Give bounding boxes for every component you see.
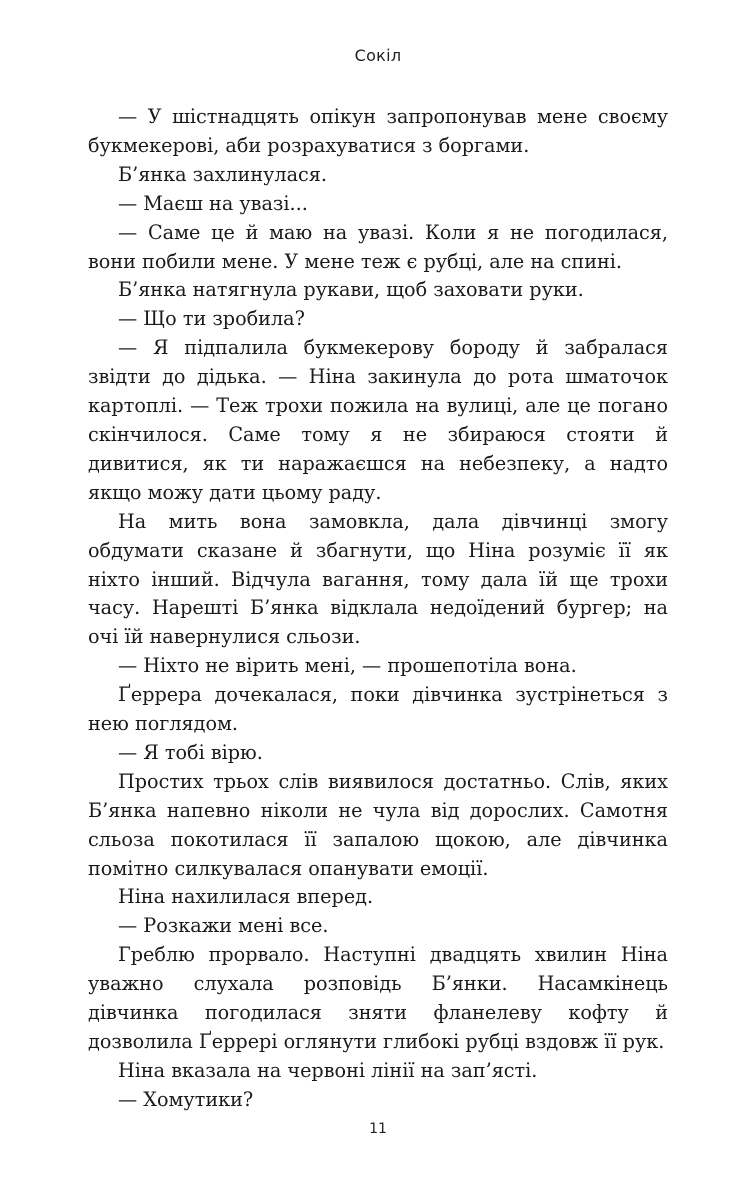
paragraph: Б’янка натягнула рукави, щоб заховати руки.	[118, 278, 584, 302]
paragraph: — Саме це й маю на увазі. Коли я не погодилася, вони побили мене. У мене теж є рубці, але на спині.	[88, 220, 668, 273]
paragraph: Ніна вказала на червоні лінії на зап’ясті.	[118, 1058, 538, 1082]
paragraph: — Хомутики?	[118, 1087, 254, 1111]
paragraph: Б’янка захлинулася.	[118, 162, 327, 186]
paragraph: — Маєш на увазі...	[118, 191, 308, 215]
paragraph: — Розкажи мені все.	[118, 914, 329, 938]
paragraph: Ґеррера дочекалася, поки дівчинка зустрінеться з нею поглядом.	[88, 683, 668, 736]
text-body	[88, 103, 668, 1115]
paragraph: Ніна нахилилася вперед.	[118, 885, 374, 909]
page-number: 11	[369, 1121, 387, 1137]
paragraph: — У шістнадцять опікун запропонував мене своєму букмекерові, аби розрахуватися з боргами.	[88, 105, 668, 157]
paragraph: — Я підпалила букмекерову бороду й забралася звідти до дідька. — Ніна закинула до рота шматочок картоплі. — Теж трохи пожила на вулиці, але це погано скінчилося. Саме тому я не збираюся стояти й дивитися, як ти наражаєшся на небезпеку, а надто якщо можу дати цьому раду.	[88, 336, 668, 504]
running-head: Сокіл	[354, 46, 402, 65]
paragraph: — Ніхто не вірить мені, — прошепотіла вона.	[118, 654, 577, 678]
paragraph: Простих трьох слів виявилося достатньо. Слів, яких Б’янка напевно ніколи не чула від дорослих. Самотня сльоза покотилася її запалою щокою, але дівчинка помітно силкувалася опанувати емоції.	[88, 769, 668, 880]
paragraph: Греблю прорвало. Наступні двадцять хвилин Ніна уважно слухала розповідь Б’янки. Насамкінець дівчинка погодилася зняти фланелеву кофту й дозволила Ґеррері оглянути глибокі рубці вздовж її рук.	[88, 943, 668, 1053]
paragraph: — Що ти зробила?	[118, 307, 305, 331]
paragraph: На мить вона замовкла, дала дівчинці змогу обдумати сказане й збагнути, що Ніна розуміє її як ніхто інший. Відчула вагання, тому дала їй ще трохи часу. Нарешті Б’янка відклала недоїдений бургер; на очі їй навернулися сльози.	[88, 509, 668, 649]
paragraph: — Я тобі вірю.	[118, 740, 263, 764]
